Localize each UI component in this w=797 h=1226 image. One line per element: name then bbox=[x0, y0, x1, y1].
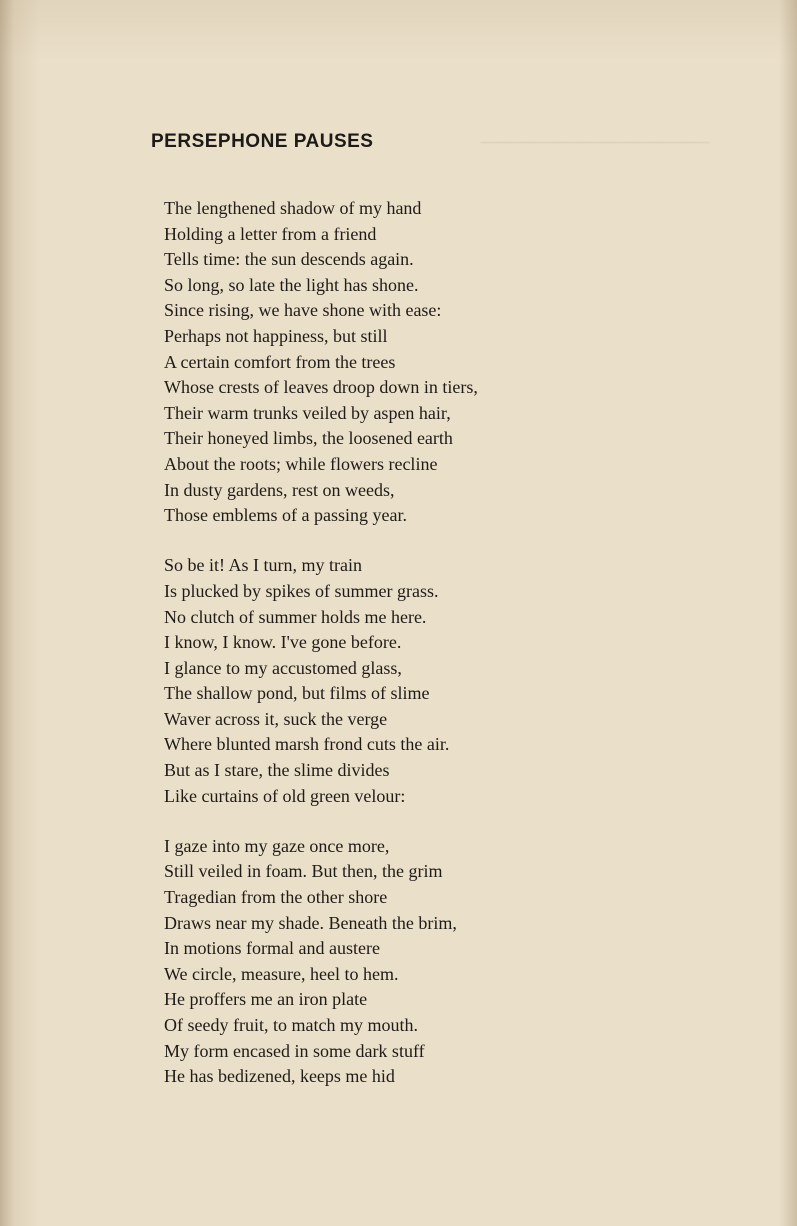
stanza-1 bbox=[164, 196, 478, 529]
poem-line: Since rising, we have shone with ease: bbox=[164, 300, 442, 321]
poem-line: Whose crests of leaves droop down in tiers, bbox=[164, 377, 478, 398]
poem-line: A certain comfort from the trees bbox=[164, 351, 396, 372]
poem-line: Waver across it, suck the verge bbox=[164, 708, 388, 729]
poem-line: Tragedian from the other shore bbox=[164, 887, 388, 908]
poem-line: In dusty gardens, rest on weeds, bbox=[164, 479, 395, 500]
poem-line: Draws near my shade. Beneath the brim, bbox=[164, 912, 457, 933]
poem-body bbox=[164, 196, 478, 1090]
stanza-break bbox=[164, 809, 478, 834]
poem-line: He has bedizened, keeps me hid bbox=[164, 1066, 395, 1087]
poem-line: But as I stare, the slime divides bbox=[164, 760, 390, 781]
poem-line: We circle, measure, heel to hem. bbox=[164, 963, 399, 984]
stanza-2 bbox=[164, 553, 478, 809]
poem-line: Holding a letter from a friend bbox=[164, 223, 377, 244]
poem-line: Is plucked by spikes of summer grass. bbox=[164, 580, 439, 601]
stanza-break bbox=[164, 529, 478, 554]
show-through-texture: ────────────────── bbox=[480, 132, 710, 152]
poem-line: Perhaps not happiness, but still bbox=[164, 325, 388, 346]
poem-line: The shallow pond, but films of slime bbox=[164, 683, 430, 704]
poem-line: Their warm trunks veiled by aspen hair, bbox=[164, 402, 451, 423]
poem-line: I know, I know. I've gone before. bbox=[164, 632, 402, 653]
poem-line: No clutch of summer holds me here. bbox=[164, 606, 427, 627]
poem-line: Like curtains of old green velour: bbox=[164, 785, 406, 806]
poem-line: Tells time: the sun descends again. bbox=[164, 249, 414, 270]
poem-line: I glance to my accustomed glass, bbox=[164, 657, 402, 678]
poem-line: My form encased in some dark stuff bbox=[164, 1040, 425, 1061]
poem-line: Of seedy fruit, to match my mouth. bbox=[164, 1015, 418, 1035]
poem-line: Where blunted marsh frond cuts the air. bbox=[164, 734, 450, 755]
poem-line: In motions formal and austere bbox=[164, 938, 380, 959]
poem-line: He proffers me an iron plate bbox=[164, 989, 368, 1010]
stanza-3 bbox=[164, 834, 478, 1090]
poem-line: The lengthened shadow of my hand bbox=[164, 198, 422, 218]
poem-line: So long, so late the light has shone. bbox=[164, 274, 419, 295]
poem-line: Those emblems of a passing year. bbox=[164, 505, 407, 526]
poem-line: So be it! As I turn, my train bbox=[164, 555, 362, 576]
poem-line: Their honeyed limbs, the loosened earth bbox=[164, 428, 453, 449]
poem-line: Still veiled in foam. But then, the grim bbox=[164, 861, 443, 882]
poem-line: I gaze into my gaze once more, bbox=[164, 835, 390, 856]
poem-title: PERSEPHONE PAUSES bbox=[151, 131, 374, 152]
poem-line: About the roots; while flowers recline bbox=[164, 453, 438, 474]
